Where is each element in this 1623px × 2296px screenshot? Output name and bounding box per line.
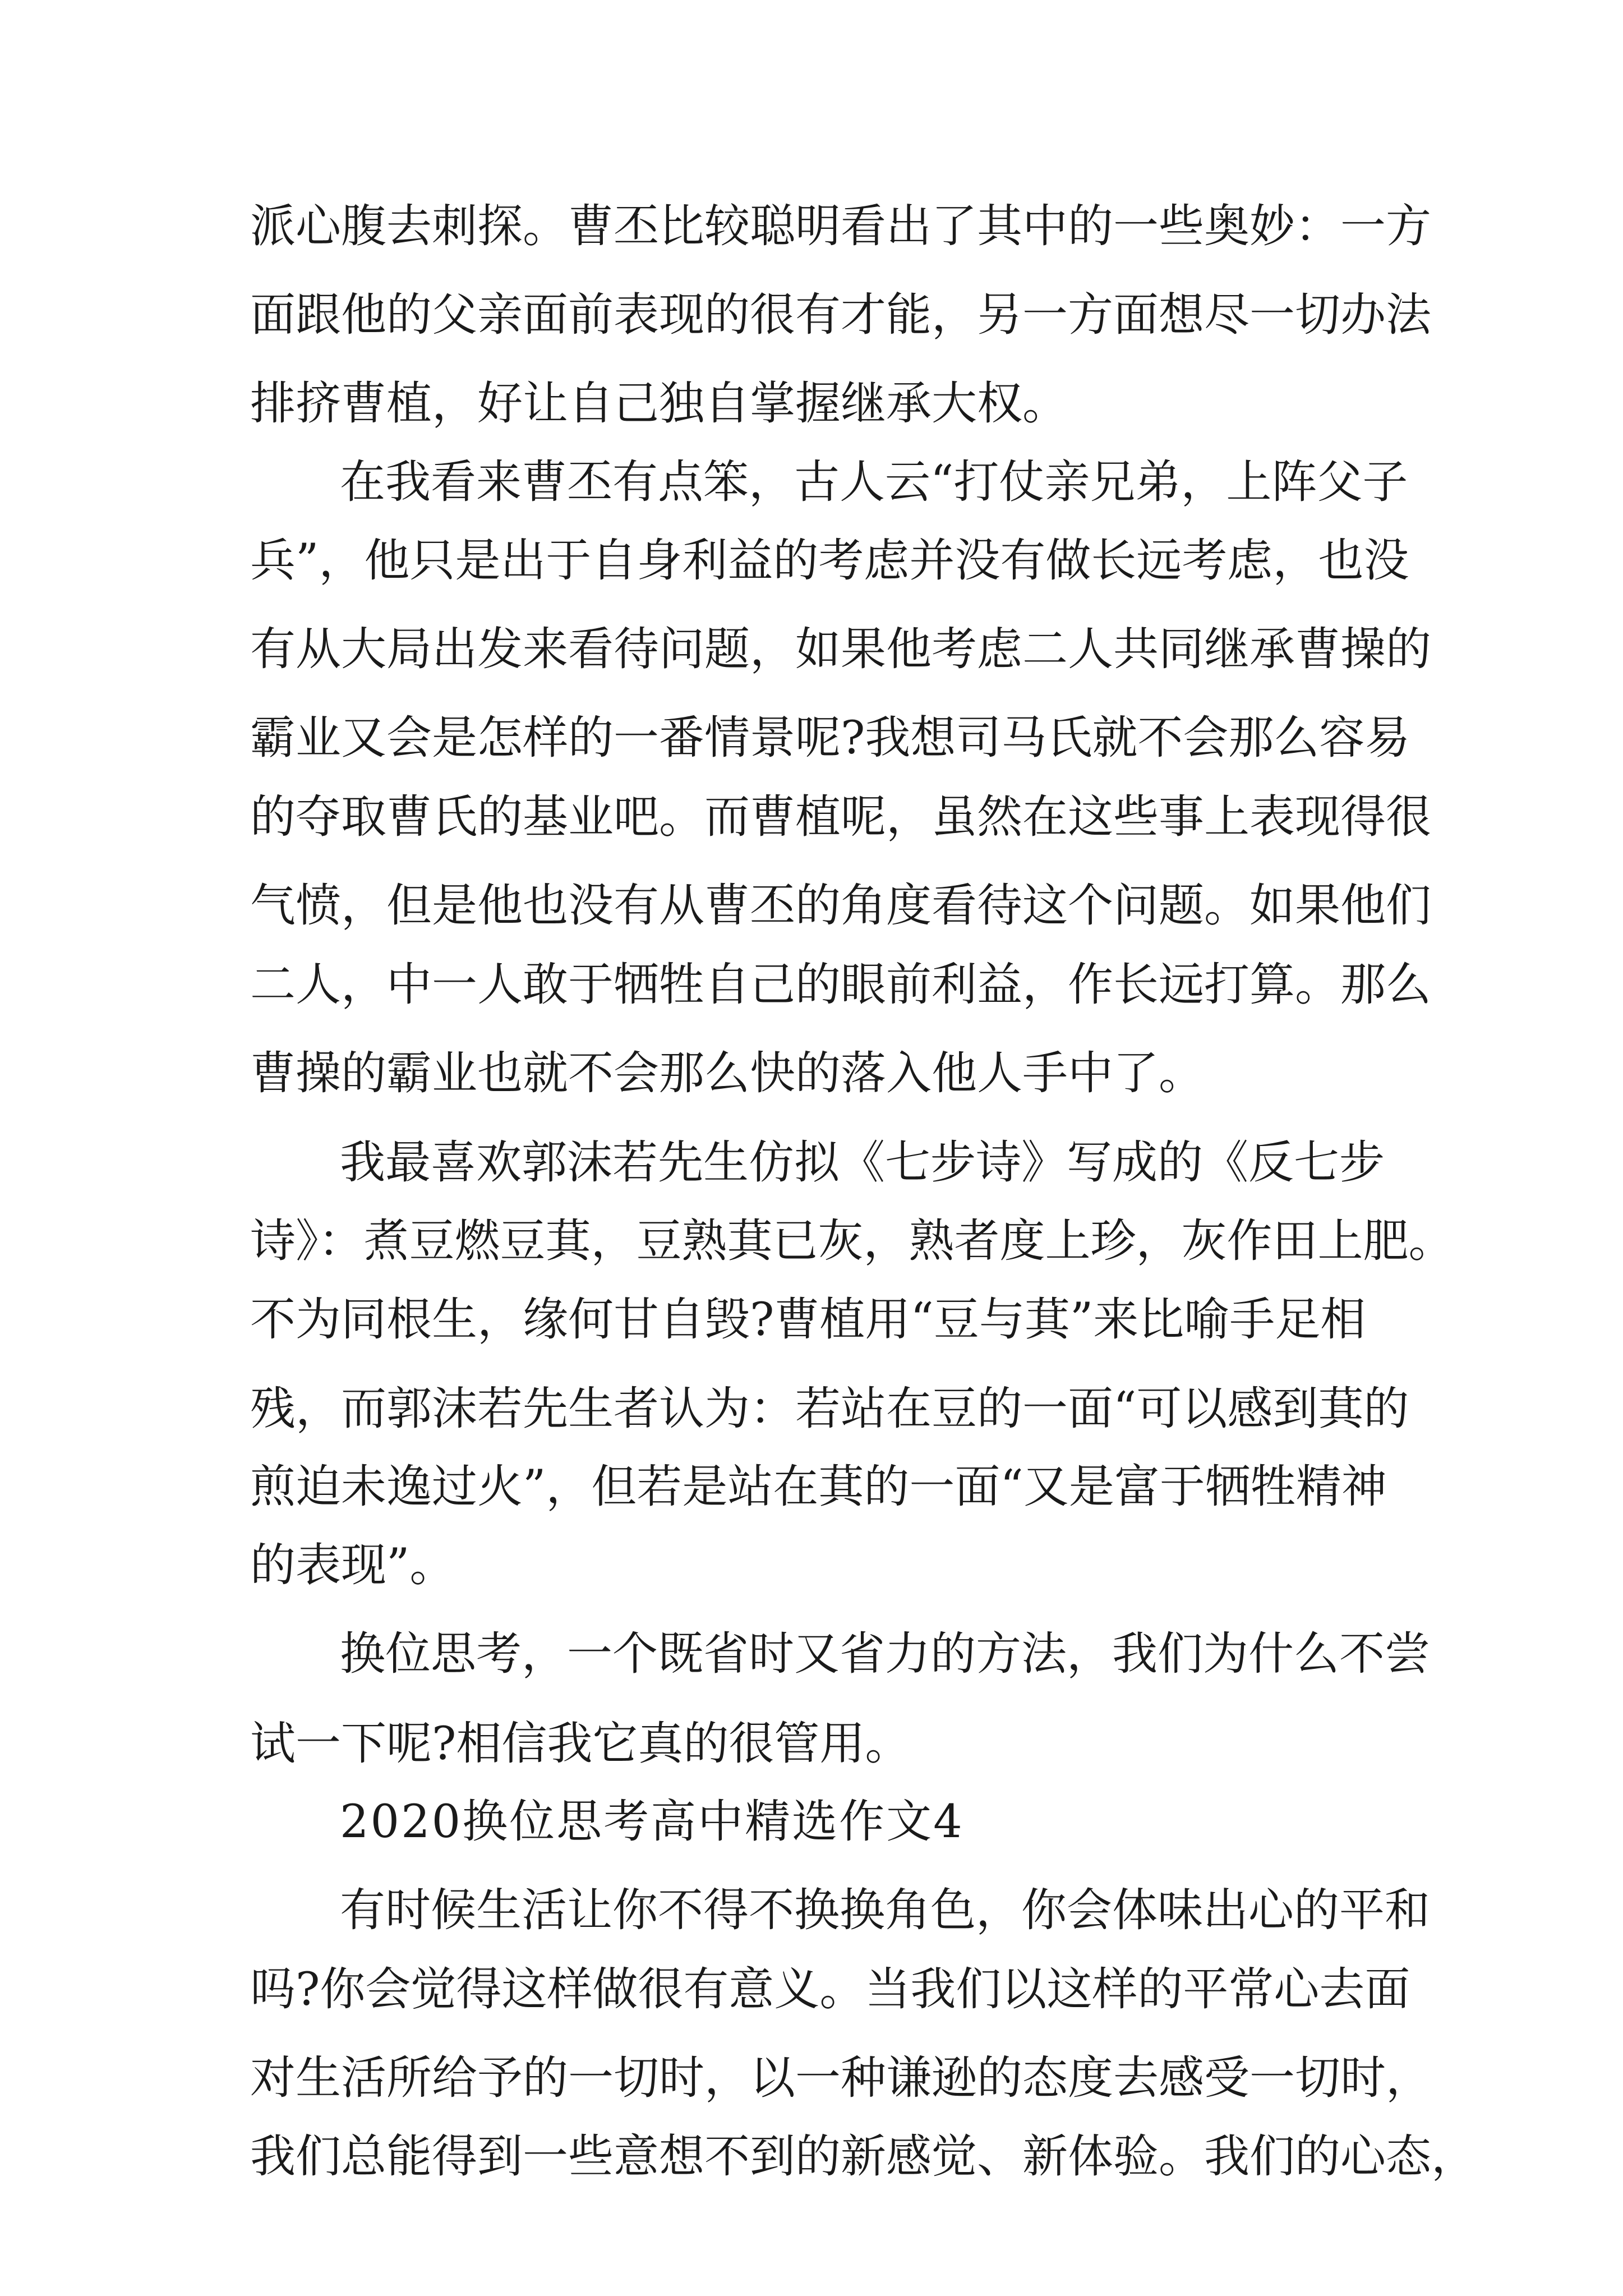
text-line: 试一下呢?相信我它真的很管用。 — [250, 1718, 911, 1770]
text-line: 吗?你会觉得这样做很有意义。当我们以这样的平常心去面 — [250, 1963, 1410, 2016]
text-line: 有时候生活让你不得不换换角色，你会体味出心的平和 — [340, 1884, 1431, 1937]
text-line: 排挤曹植，好让自己独自掌握继承大权。 — [250, 378, 1068, 430]
text-line: 对生活所给予的一切时，以一种谦逊的态度去感受一切时， — [250, 2052, 1432, 2105]
text-line: 我们总能得到一些意想不到的新感觉、新体验。我们的心态， — [250, 2131, 1477, 2183]
text-line: 在我看来曹丕有点笨，古人云“打仗亲兄弟，上阵父子 — [340, 456, 1408, 509]
text-line: 的表现”。 — [250, 1539, 455, 1592]
section-heading: 2020换位思考高中精选作文4 — [340, 1796, 964, 1848]
text-line: 霸业又会是怎样的一番情景呢?我想司马氏就不会那么容易 — [250, 712, 1410, 765]
text-line: 换位思考，一个既省时又省力的方法，我们为什么不尝 — [340, 1628, 1431, 1681]
text-line: 派心腹去刺探。曹丕比较聪明看出了其中的一些奥妙：一方 — [250, 200, 1432, 253]
text-line: 兵”，他只是出于自身利益的考虑并没有做长远考虑，也没 — [250, 535, 1409, 587]
text-line: 气愤，但是他也没有从曹丕的角度看待这个问题。如果他们 — [250, 880, 1432, 932]
text-line: 二人，中一人敢于牺牲自己的眼前利益，作长远打算。那么 — [250, 959, 1432, 1011]
text-line: 我最喜欢郭沫若先生仿拟《七步诗》写成的《反七步 — [340, 1137, 1385, 1189]
text-line: 面跟他的父亲面前表现的很有才能，另一方面想尽一切办法 — [250, 289, 1432, 342]
text-line: 有从大局出发来看待问题，如果他考虑二人共同继承曹操的 — [250, 623, 1432, 676]
text-line: 不为同根生，缘何甘自毁?曹植用“豆与萁”来比喻手足相 — [250, 1294, 1366, 1346]
text-line: 曹操的霸业也就不会那么快的落入他人手中了。 — [250, 1047, 1205, 1100]
text-line: 煎迫未逸过火”，但若是站在萁的一面“又是富于牺牲精神 — [250, 1461, 1387, 1513]
text-line: 的夺取曹氏的基业吧。而曹植呢，虽然在这些事上表现得很 — [250, 791, 1432, 844]
text-line: 残，而郭沫若先生者认为：若站在豆的一面“可以感到萁的 — [250, 1383, 1409, 1435]
text-line: 诗》：煮豆燃豆萁，豆熟萁已灰，熟者度上珍，灰作田上肥。 — [250, 1215, 1454, 1268]
